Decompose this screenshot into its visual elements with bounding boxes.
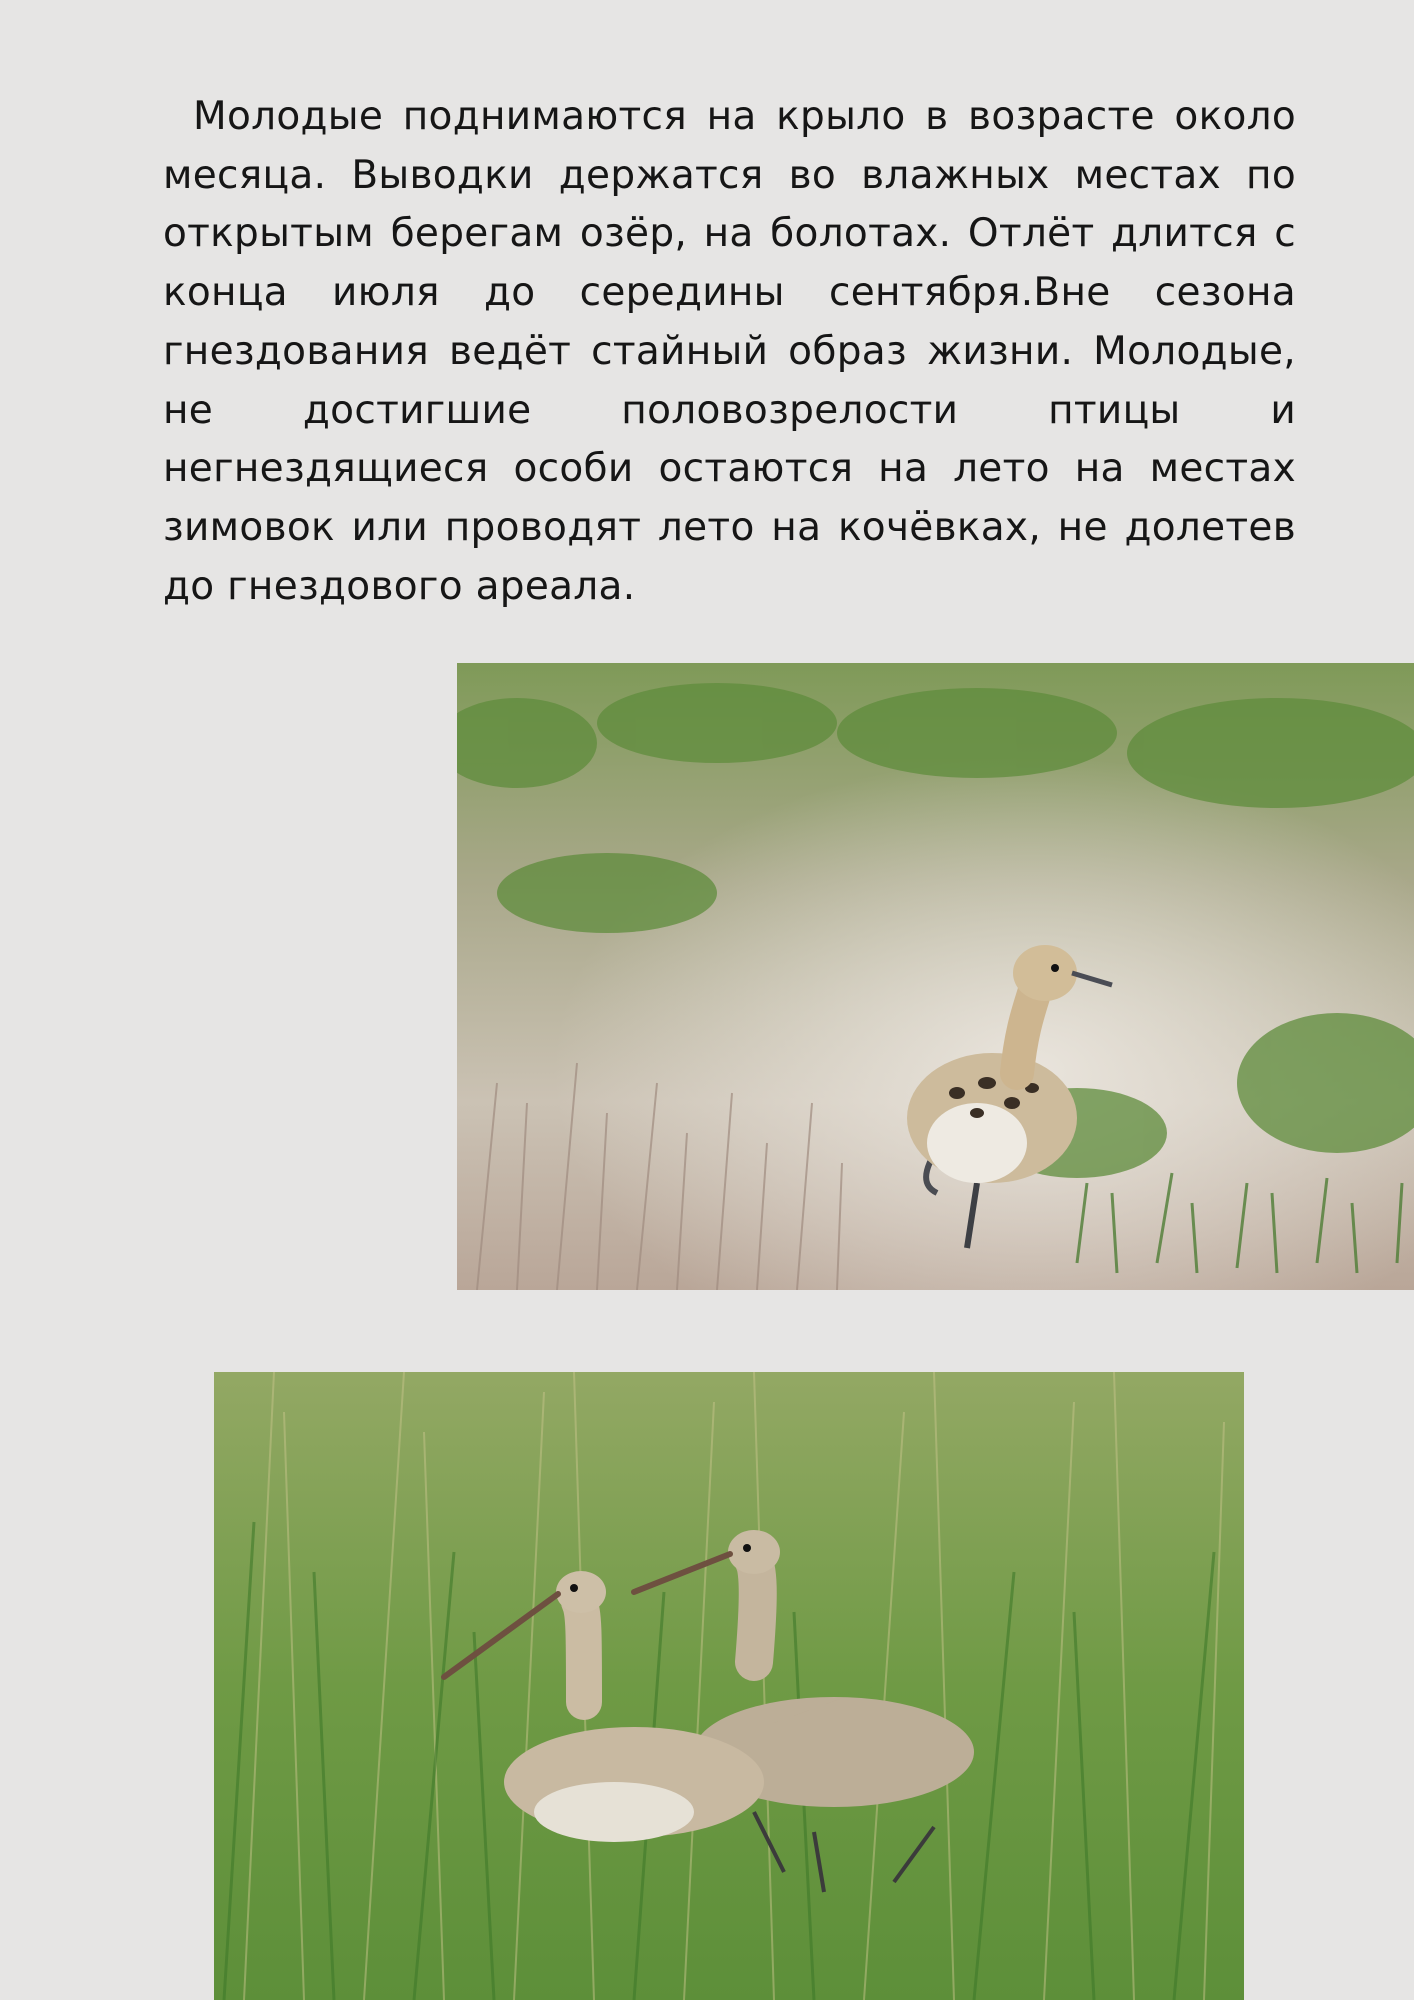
godwits-photo xyxy=(214,1372,1244,2000)
body-paragraph: Молодые поднимаются на крыло в возрасте около месяца. Выводки держатся во влажных местах по открытым берегам озёр, на болотах. Отлёт длится с конца июля до середины сентября.Вне сезона гнездования ведёт стайный образ жизни. Молодые, не достигшие половозрелости птицы и негнездящиеся особи остаются на лето на местах зимовок или проводят лето на кочёвках, не долетев до гнездового ареала. xyxy=(163,94,1296,609)
chick-photo xyxy=(457,663,1414,1290)
